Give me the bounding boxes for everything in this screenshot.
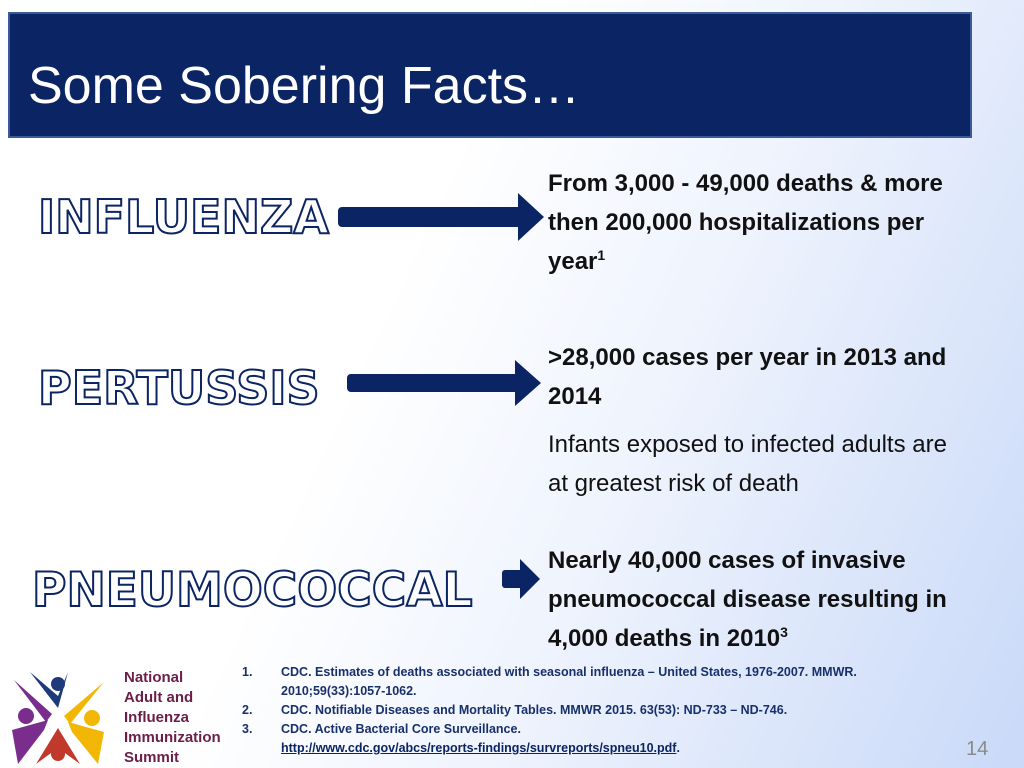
footnote-marker: 1: [597, 247, 606, 263]
reference-item: [242, 720, 932, 758]
note-line: Infants exposed to infected adults are: [548, 431, 947, 458]
fact-pneumococcal: [548, 541, 947, 658]
logo-line: Adult and: [124, 689, 194, 706]
topic-pertussis: PERTUSSIS: [38, 361, 320, 415]
fact-pertussis: [548, 338, 946, 416]
fact-influenza: [548, 164, 943, 281]
fact-line: 2014: [548, 383, 602, 410]
slide-title: Some Sobering Facts…: [28, 57, 581, 115]
page-number: 14: [966, 738, 989, 760]
reference-item: [242, 663, 932, 701]
title-bar: [8, 12, 972, 138]
fact-line: then 200,000 hospitalizations per: [548, 209, 925, 236]
note-pertussis: [548, 425, 947, 503]
fact-line: 4,000 deaths in 2010$^3$: [548, 624, 788, 652]
logo-line: Influenza: [124, 709, 190, 726]
arrow-right-icon: [502, 559, 540, 599]
reference-text: CDC. Notifiable Diseases and Mortality Tables. MMWR 2015. 63(53): ND-733 – ND-746.: [281, 703, 788, 717]
references: [242, 663, 932, 758]
note-line: at greatest risk of death: [548, 470, 799, 497]
fact-line: pneumococcal disease resulting in: [548, 586, 947, 613]
arrow-right-icon: [338, 193, 544, 241]
fact-line: year$^1$: [548, 247, 606, 275]
footnote-marker: 3: [780, 624, 788, 640]
topic-influenza: INFLUENZA: [38, 190, 329, 244]
logo-text: [124, 668, 221, 768]
topic-pneumococcal: PNEUMOCOCCAL: [32, 563, 473, 618]
reference-item: [242, 701, 932, 720]
reference-number: 1.: [242, 665, 253, 679]
reference-text: CDC. Active Bacterial Core Surveillance. http://www.cdc.gov/abcs/reports-findings/survreports/spneu10.pdf.: [281, 722, 680, 755]
reference-text: CDC. Estimates of deaths associated with seasonal influenza – United States, 1976-2007. MMWR. 2010;59(33):1057-1062.: [281, 665, 857, 698]
fact-line: >28,000 cases per year in 2013 and: [548, 344, 947, 371]
fact-line: Nearly 40,000 cases of invasive: [548, 547, 906, 574]
reference-number: 3.: [242, 722, 253, 736]
logo-line: National: [124, 669, 184, 686]
reference-number: 2.: [242, 703, 253, 717]
fact-line: From 3,000 - 49,000 deaths & more: [548, 170, 943, 197]
logo-line: Immunization: [124, 729, 221, 746]
arrow-right-icon: [347, 360, 541, 406]
nais-logo-icon: [8, 668, 108, 766]
logo-line: Summit: [124, 749, 180, 766]
reference-link[interactable]: http://www.cdc.gov/abcs/reports-findings/survreports/spneu10.pdf: [281, 741, 677, 755]
